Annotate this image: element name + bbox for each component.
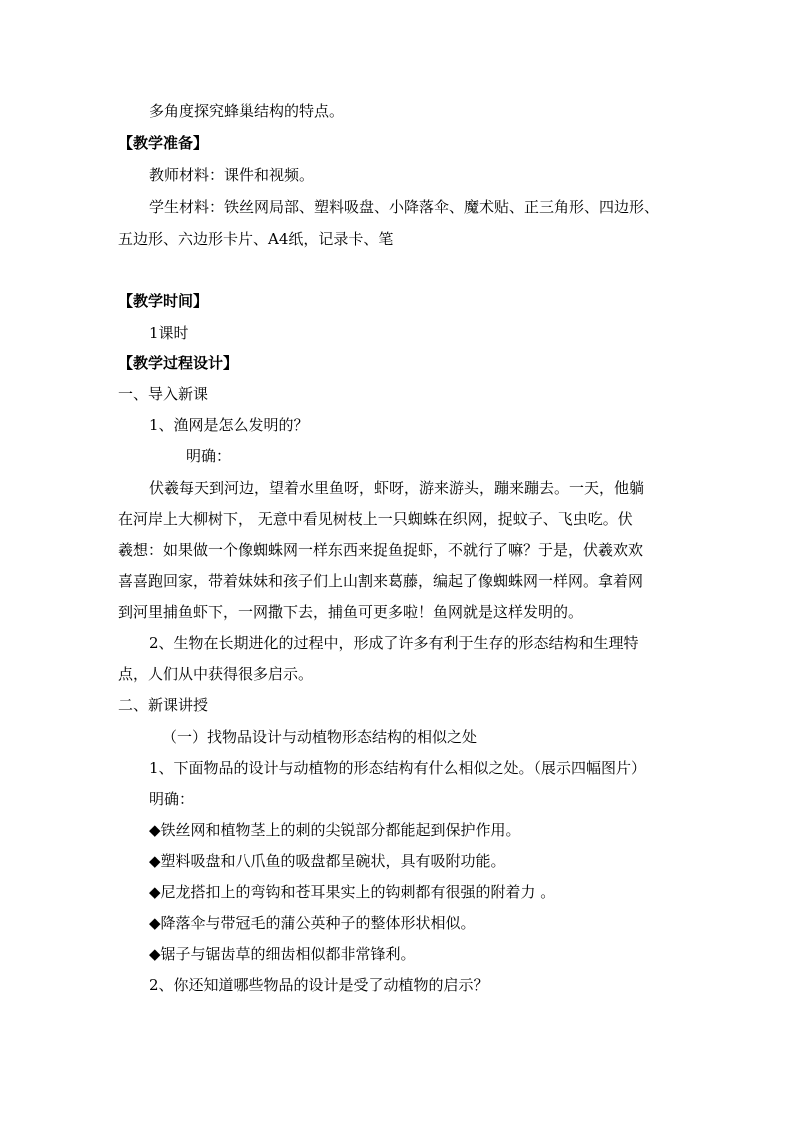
section-2-title: 二、新课讲授 — [118, 696, 209, 714]
question-2: 1、下面物品的设计与动植物的形态结构有什么相似之处。（展示四幅图片） — [149, 759, 647, 777]
question-1: 1、渔网是怎么发明的？ — [149, 416, 309, 434]
bullet-item-2: ◆塑料吸盘和八爪鱼的吸盘都呈碗状，具有吸附功能。 — [149, 852, 506, 870]
section-1-title: 一、导入新课 — [118, 385, 209, 403]
intro-goal-line: 多角度探究蜂巢结构的特点。 — [149, 102, 345, 120]
heading-preparation: 【教学准备】 — [118, 134, 209, 152]
story-line-2: 在河岸上大柳树下， 无意中看见树枝上一只蜘蛛在织网，捉蚊子、飞虫吃。伏 — [118, 510, 633, 528]
subsection-1-title: （一）找物品设计与动植物形态结构的相似之处 — [162, 728, 478, 746]
answer-label-1: 明确： — [186, 447, 232, 465]
story-line-5: 到河里捕鱼虾下，一网撒下去，捕鱼可更多啦！鱼网就是这样发明的。 — [118, 603, 584, 621]
point-2-line1: 2、生物在长期进化的过程中，形成了许多有利于生存的形态结构和生理特 — [149, 634, 639, 652]
time-value: 1课时 — [149, 324, 189, 342]
bullet-item-5: ◆锯子与锯齿草的细齿相似都非常锋利。 — [149, 945, 416, 963]
answer-label-2: 明确： — [149, 790, 195, 808]
teacher-materials: 教师材料：课件和视频。 — [149, 166, 315, 184]
bullet-item-3: ◆尼龙搭扣上的弯钩和苍耳果实上的钩刺都有很强的附着力 。 — [149, 883, 556, 901]
student-materials-line2: 五边形、六边形卡片、A4纸，记录卡、笔 — [118, 230, 394, 248]
story-line-3: 羲想：如果做一个像蜘蛛网一样东西来捉鱼捉虾，不就行了嘛？于是，伏羲欢欢 — [118, 541, 644, 559]
heading-time: 【教学时间】 — [118, 292, 209, 310]
point-2-line2: 点，人们从中获得很多启示。 — [118, 665, 314, 683]
story-line-1: 伏羲每天到河边，望着水里鱼呀，虾呀，游来游头，蹦来蹦去。一天，他躺 — [149, 479, 645, 497]
heading-process: 【教学过程设计】 — [118, 354, 239, 372]
bullet-item-4: ◆降落伞与带冠毛的蒲公英种子的整体形状相似。 — [149, 914, 476, 932]
bullet-item-1: ◆铁丝网和植物茎上的刺的尖锐部分都能起到保护作用。 — [149, 821, 521, 839]
question-3: 2、你还知道哪些物品的设计是受了动植物的启示？ — [149, 976, 489, 994]
student-materials-line1: 学生材料：铁丝网局部、塑料吸盘、小降落伞、魔术贴、正三角形、四边形、 — [149, 198, 660, 216]
story-line-4: 喜喜跑回家，带着妹妹和孩子们上山割来葛藤，编起了像蜘蛛网一样网。拿着网 — [118, 572, 644, 590]
